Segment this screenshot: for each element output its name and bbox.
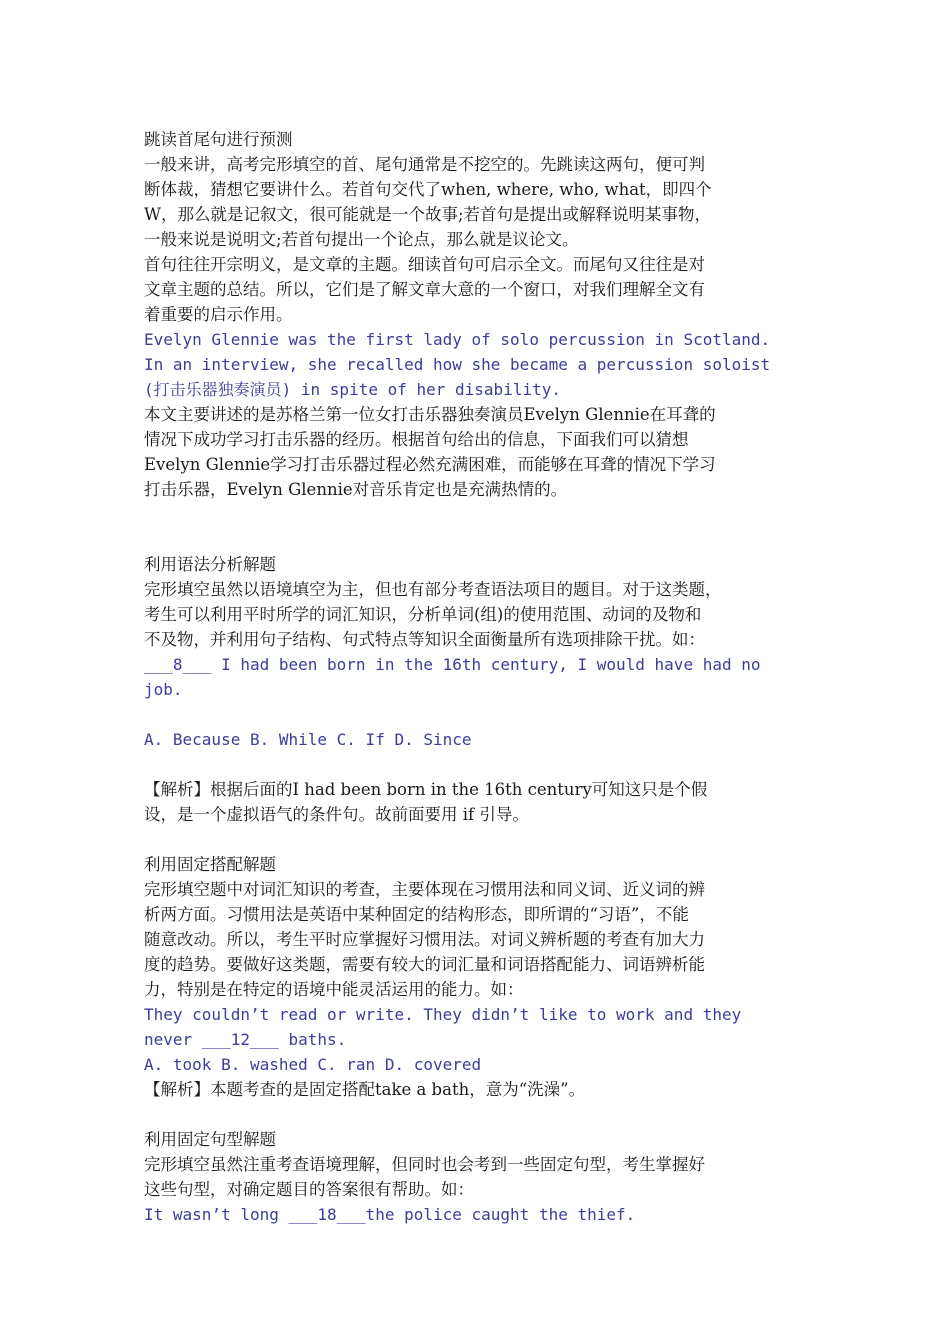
section-heading: 利用固定句型解题 (144, 1130, 276, 1149)
example-line: Evelyn Glennie was the first lady of solo percussion in Scotland. (144, 330, 771, 349)
section-heading: 利用语法分析解题 (144, 555, 276, 574)
section-heading: 利用固定搭配解题 (144, 855, 276, 874)
example-line: It wasn’t long ___18___the police caught the thief. (144, 1205, 636, 1224)
spacer (144, 752, 808, 777)
analysis-line: 设，是一个虚拟语气的条件句。故前面要用 if 引导。 (144, 805, 529, 824)
paragraph-line: W，那么就是记叙文，很可能就是一个故事;若首句是提出或解释说明某事物， (144, 205, 712, 224)
paragraph-line: 情况下成功学习打击乐器的经历。根据首句给出的信息，下面我们可以猜想 (144, 430, 689, 449)
answer-options: A. Because B. While C. If D. Since (144, 730, 472, 749)
paragraph-line: 随意改动。所以，考生平时应掌握好习惯用法。对词义辨析题的考查有加大力 (144, 930, 705, 949)
document-page (144, 127, 808, 1227)
example-line: In an interview, she recalled how she became a percussion soloist (144, 355, 771, 374)
paragraph-line: 一般来说是说明文;若首句提出一个论点，那么就是议论文。 (144, 230, 579, 249)
paragraph-line: 一般来讲，高考完形填空的首、尾句通常是不挖空的。先跳读这两句，便可判 (144, 155, 705, 174)
example-line: job. (144, 680, 183, 699)
analysis-line: 【解析】根据后面的I had been born in the 16th century可知这只是个假 (144, 780, 708, 799)
paragraph-line: 力，特别是在特定的语境中能灵活运用的能力。如： (144, 980, 524, 999)
paragraph-line: 断体裁，猜想它要讲什么。若首句交代了when, where, who, what，即四个 (144, 180, 712, 199)
paragraph-line: 打击乐器，Evelyn Glennie对音乐肯定也是充满热情的。 (144, 480, 568, 499)
spacer (144, 702, 808, 727)
example-line: They couldn’t read or write. They didn’t like to work and they (144, 1005, 742, 1024)
example-line: ___8___ I had been born in the 16th century, I would have had no (144, 655, 761, 674)
section-heading: 跳读首尾句进行预测 (144, 130, 293, 149)
paragraph-line: 完形填空题中对词汇知识的考查，主要体现在习惯用法和同义词、近义词的辨 (144, 880, 705, 899)
paragraph-line: Evelyn Glennie学习打击乐器过程必然充满困难，而能够在耳聋的情况下学习 (144, 455, 716, 474)
paragraph-line: 本文主要讲述的是苏格兰第一位女打击乐器独奏演员Evelyn Glennie在耳聋的 (144, 405, 716, 424)
spacer (144, 502, 808, 552)
paragraph-line: 考生可以利用平时所学的词汇知识，分析单词(组)的使用范围、动词的及物和 (144, 605, 702, 624)
example-line: never ___12___ baths. (144, 1030, 347, 1049)
paragraph-line: 文章主题的总结。所以，它们是了解文章大意的一个窗口，对我们理解全文有 (144, 280, 705, 299)
answer-options: A. took B. washed C. ran D. covered (144, 1055, 482, 1074)
paragraph-line: 完形填空虽然注重考查语境理解，但同时也会考到一些固定句型，考生掌握好 (144, 1155, 705, 1174)
paragraph-line: 首句往往开宗明义，是文章的主题。细读首句可启示全文。而尾句又往往是对 (144, 255, 705, 274)
analysis-line: 【解析】本题考查的是固定搭配take a bath，意为“洗澡”。 (144, 1080, 586, 1099)
spacer (144, 827, 808, 852)
paragraph-line: 这些句型，对确定题目的答案很有帮助。如： (144, 1180, 474, 1199)
spacer (144, 1102, 808, 1127)
paragraph-line: 着重要的启示作用。 (144, 305, 293, 324)
paragraph-line: 度的趋势。要做好这类题，需要有较大的词汇量和词语搭配能力、词语辨析能 (144, 955, 705, 974)
example-line: (打击乐器独奏演员) in spite of her disability. (144, 380, 561, 399)
paragraph-line: 完形填空虽然以语境填空为主，但也有部分考查语法项目的题目。对于这类题， (144, 580, 722, 599)
paragraph-line: 析两方面。习惯用法是英语中某种固定的结构形态，即所谓的“习语”，不能 (144, 905, 689, 924)
paragraph-line: 不及物，并利用句子结构、句式特点等知识全面衡量所有选项排除干扰。如： (144, 630, 705, 649)
